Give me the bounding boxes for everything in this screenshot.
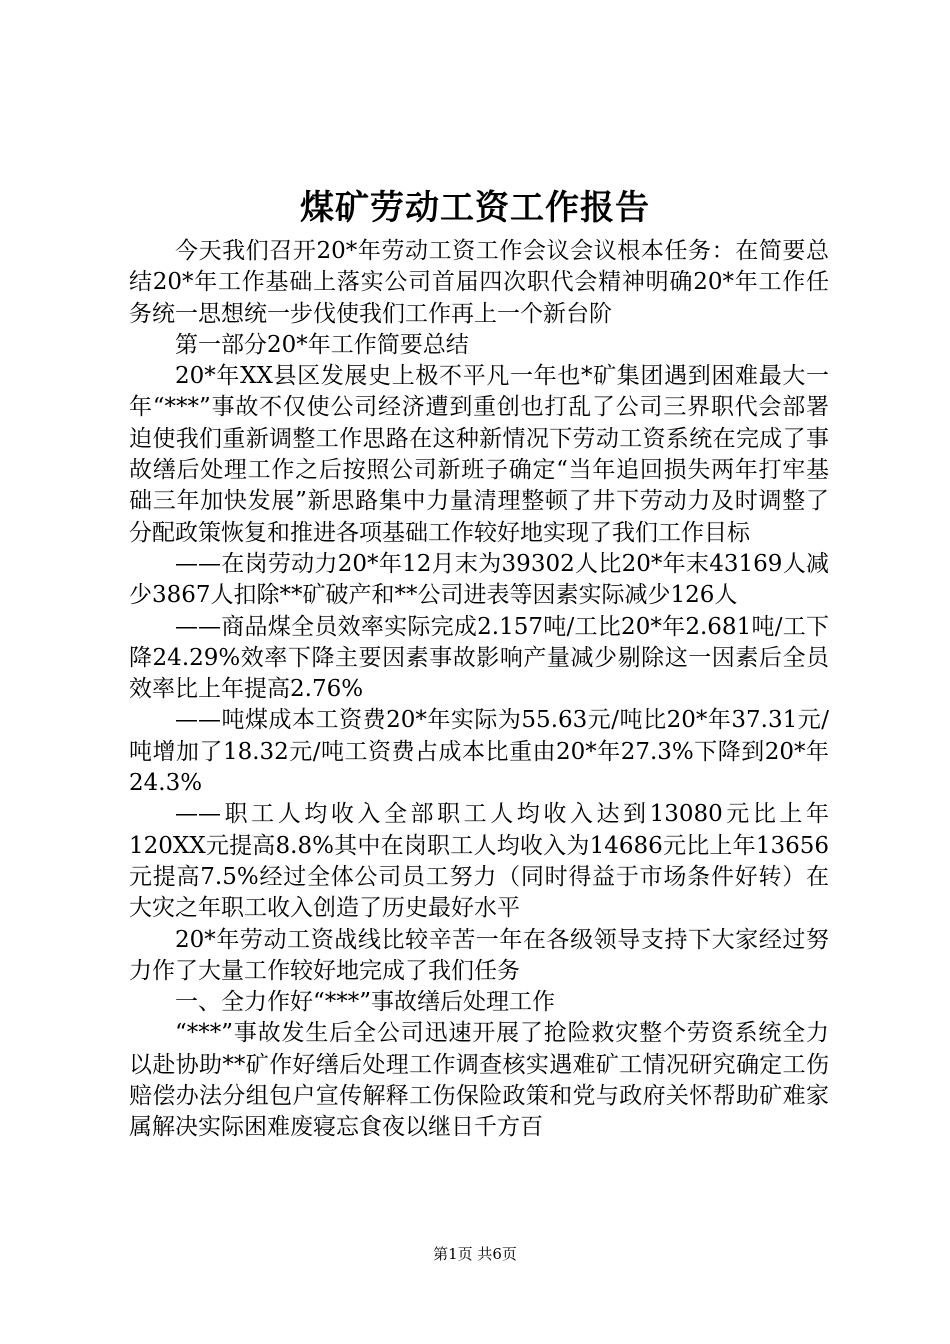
paragraph: “***”事故发生后全公司迅速开展了抢险救灾整个劳资系统全力以赴协助**矿作好缮后处理工作调查核实遇难矿工情况研究确定工伤赔偿办法分组包户宣传解释工伤保险政策和党与政府关怀帮助矿难家属解决实际困难废寝忘食夜以继日千方百 — [129, 1020, 829, 1141]
section-heading: 一、全力作好“***”事故缮后处理工作 — [175, 989, 556, 1016]
page-footer: 第1页 共6页 — [433, 1245, 517, 1263]
paragraph: 20*年XX县区发展史上极不平凡一年也*矿集团遇到困难最大一年“***”事故不仅使公司经济遭到重创也打乱了公司三界职代会部署迫使我们重新调整工作思路在这种新情况下劳动工资系统在完成了事故缮后处理工作之后按照公司新班子确定“当年追回损失两年打牢基础三年加快发展”新思路集中力量清理整顿了井下劳动力及时调整了分配政策恢复和推进各项基础工作较好地实现了我们工作目标 — [129, 363, 829, 546]
document-title: 煤矿劳动工资工作报告 — [300, 188, 650, 228]
paragraph: 20*年劳动工资战线比较辛苦一年在各级领导支持下大家经过努力作了大量工作较好地完成了我们任务 — [129, 926, 829, 984]
paragraph: 今天我们召开20*年劳动工资工作会议会议根本任务：在简要总结20*年工作基础上落实公司首届四次职代会精神明确20*年工作任务统一思想统一步伐使我们工作再上一个新台阶 — [129, 238, 829, 327]
paragraph: ——职工人均收入全部职工人均收入达到13080元比上年120XX元提高8.8%其中在岗职工人均收入为14686元比上年13656元提高7.5%经过全体公司员工努力（同时得益于市场条件好转）在大灾之年职工收入创造了历史最好水平 — [129, 801, 829, 922]
paragraph: ——在岗劳动力20*年12月末为39302人比20*年末43169人减少3867人扣除**矿破产和**公司进表等因素实际减少126人 — [129, 550, 829, 609]
paragraph: ——商品煤全员效率实际完成2.157吨/工比20*年2.681吨/工下降24.29%效率下降主要因素事故影响产量减少剔除这一因素后全员效率比上年提高2.76% — [129, 613, 829, 703]
section-heading: 第一部分20*年工作简要总结 — [175, 331, 469, 358]
paragraph: ——吨煤成本工资费20*年实际为55.63元/吨比20*年37.31元/吨增加了18.32元/吨工资费占成本比重由20*年27.3%下降到20*年24.3% — [129, 707, 829, 797]
document-body — [129, 236, 829, 1144]
